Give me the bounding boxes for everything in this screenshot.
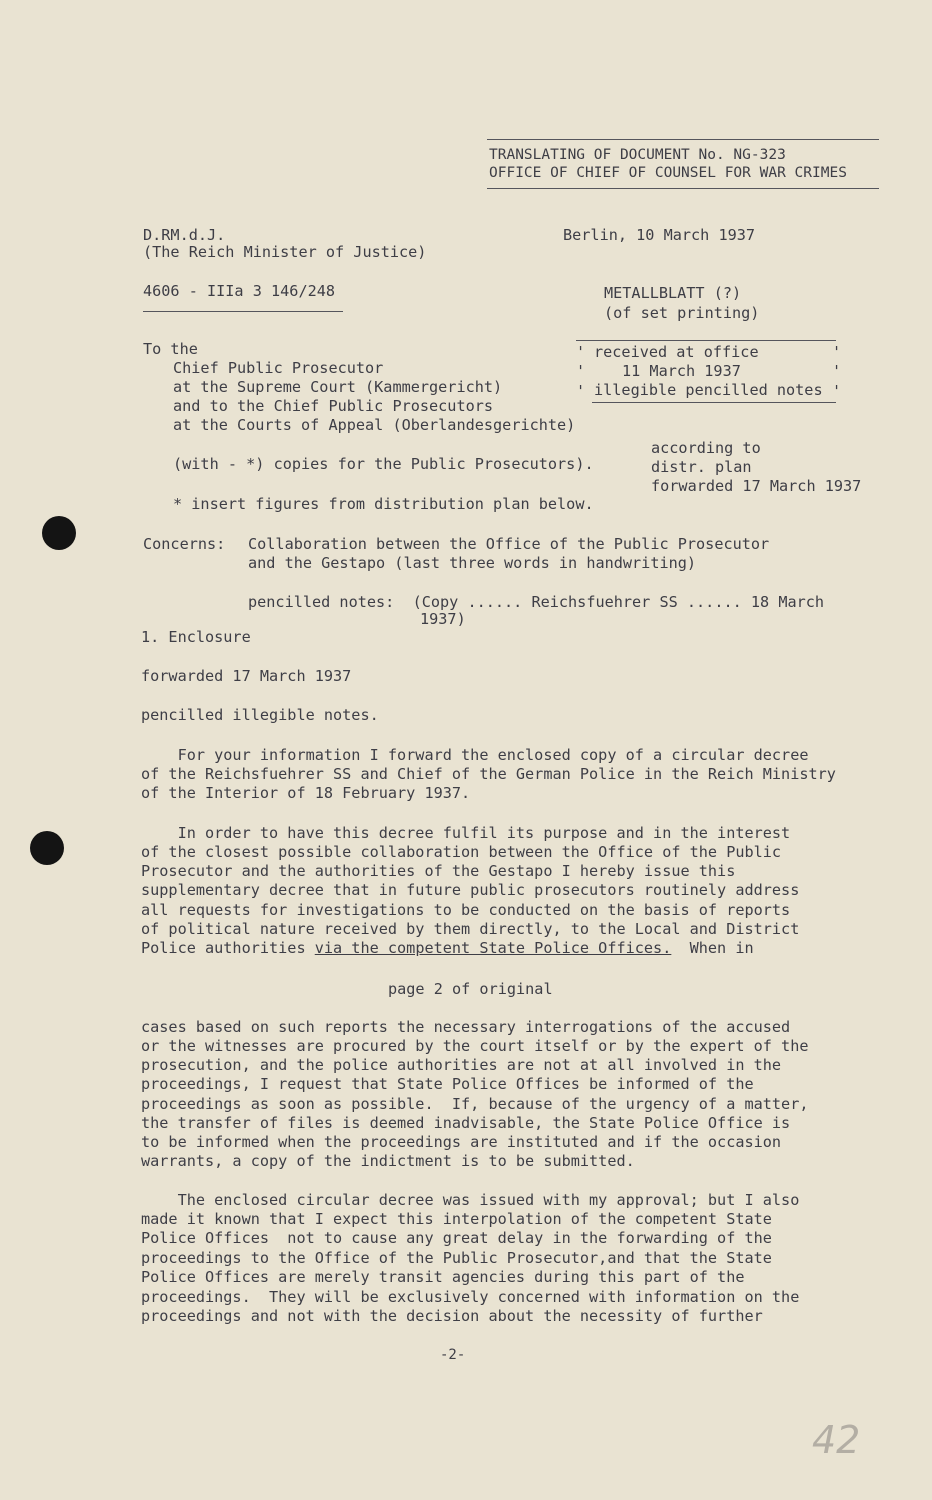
printing-line-1: METALLBLATT (?) bbox=[604, 284, 742, 302]
copies-note: (with - *) copies for the Public Prosecutors). bbox=[173, 455, 594, 473]
printing-line-2: (of set printing) bbox=[604, 304, 760, 322]
punch-hole-top bbox=[42, 516, 76, 550]
paragraph-4-line-7: proceedings and not with the decision about the necessity of further bbox=[141, 1307, 763, 1325]
paragraph-2-line-1: In order to have this decree fulfil its purpose and in the interest bbox=[141, 824, 791, 842]
paragraph-2-line-2: of the closest possible collaboration between the Office of the Public bbox=[141, 843, 782, 861]
sender-abbrev: D.RM.d.J. bbox=[143, 226, 226, 244]
paragraph-3-line-3: prosecution, and the police authorities are not at all involved in the bbox=[141, 1056, 782, 1074]
paragraph-2-text-before: Police authorities bbox=[141, 939, 315, 957]
received-notes: illegible pencilled notes bbox=[594, 381, 823, 399]
paragraph-3-line-7: to be informed when the proceedings are instituted and if the occasion bbox=[141, 1133, 782, 1151]
recipient-line-4: and to the Chief Public Prosecutors bbox=[173, 397, 494, 415]
received-line-1: received at office bbox=[594, 343, 759, 361]
distribution-line-1: according to bbox=[651, 439, 761, 457]
paragraph-3-line-8: warrants, a copy of the indictment is to be submitted. bbox=[141, 1152, 635, 1170]
paragraph-4-line-1: The enclosed circular decree was issued with my approval; but I also bbox=[141, 1191, 800, 1209]
pencilled-line-2: 1937) bbox=[420, 610, 466, 628]
place-date: Berlin, 10 March 1937 bbox=[563, 226, 756, 244]
file-reference: 4606 - IIIa 3 146/248 bbox=[143, 282, 336, 300]
received-box-top bbox=[576, 340, 836, 341]
insert-note: * insert figures from distribution plan below. bbox=[173, 495, 594, 513]
paragraph-2-line-5: all requests for investigations to be conducted on the basis of reports bbox=[141, 901, 791, 919]
paragraph-4-line-2: made it known that I expect this interpolation of the competent State bbox=[141, 1210, 772, 1228]
received-box-right-marks: ' ' ' bbox=[832, 343, 842, 400]
paragraph-1-line-3: of the Interior of 18 February 1937. bbox=[141, 784, 471, 802]
header-line-1: TRANSLATING OF DOCUMENT No. NG-323 bbox=[489, 147, 786, 163]
paragraph-4-line-4: proceedings to the Office of the Public Prosecutor,and that the State bbox=[141, 1249, 772, 1267]
sender-name: (The Reich Minister of Justice) bbox=[143, 243, 427, 261]
concerns-line-2: and the Gestapo (last three words in handwriting) bbox=[248, 554, 697, 572]
concerns-label: Concerns: bbox=[143, 535, 226, 553]
paragraph-1-line-2: of the Reichsfuehrer SS and Chief of the German Police in the Reich Ministry bbox=[141, 765, 836, 783]
header-line-2: OFFICE OF CHIEF OF COUNSEL FOR WAR CRIMES bbox=[489, 165, 847, 181]
header-rule-bottom bbox=[487, 188, 879, 189]
enclosure: 1. Enclosure bbox=[141, 628, 251, 646]
paragraph-2-line-7 bbox=[141, 939, 754, 958]
concerns-line-1: Collaboration between the Office of the Public Prosecutor bbox=[248, 535, 770, 553]
recipient-line-5: at the Courts of Appeal (Oberlandesgerichte) bbox=[173, 416, 576, 434]
illegible-notes: pencilled illegible notes. bbox=[141, 706, 379, 724]
paragraph-2-line-6: of political nature received by them directly, to the Local and District bbox=[141, 920, 800, 938]
forwarded-date: forwarded 17 March 1937 bbox=[141, 667, 352, 685]
paragraph-2-text-after: When in bbox=[671, 939, 754, 957]
punch-hole-bottom bbox=[30, 831, 64, 865]
recipient-line-2: Chief Public Prosecutor bbox=[173, 359, 384, 377]
pencil-page-mark: 42 bbox=[812, 1418, 861, 1462]
recipient-line-3: at the Supreme Court (Kammergericht) bbox=[173, 378, 503, 396]
received-box-bottom bbox=[592, 402, 836, 403]
received-box-left-marks: ' ' ' bbox=[576, 343, 586, 400]
paragraph-4-line-6: proceedings. They will be exclusively concerned with information on the bbox=[141, 1288, 800, 1306]
paragraph-3-line-5: proceedings as soon as possible. If, because of the urgency of a matter, bbox=[141, 1095, 809, 1113]
distribution-line-2: distr. plan bbox=[651, 458, 752, 476]
page-marker: page 2 of original bbox=[388, 980, 553, 998]
received-date: 11 March 1937 bbox=[622, 362, 741, 380]
underlined-phrase: via the competent State Police Offices. bbox=[314, 939, 672, 957]
paragraph-3-line-1: cases based on such reports the necessary interrogations of the accused bbox=[141, 1018, 791, 1036]
pencilled-line-1: pencilled notes: (Copy ...... Reichsfuehrer SS ...... 18 March bbox=[248, 593, 825, 611]
paragraph-1-line-1: For your information I forward the enclosed copy of a circular decree bbox=[141, 746, 809, 764]
paragraph-3-line-6: the transfer of files is deemed inadvisable, the State Police Office is bbox=[141, 1114, 791, 1132]
distribution-line-3: forwarded 17 March 1937 bbox=[651, 477, 862, 495]
paragraph-2-line-4: supplementary decree that in future public prosecutors routinely address bbox=[141, 881, 800, 899]
reference-rule bbox=[143, 311, 343, 312]
header-rule-top bbox=[487, 139, 879, 140]
paragraph-4-line-5: Police Offices are merely transit agencies during this part of the bbox=[141, 1268, 745, 1286]
paragraph-2-line-3: Prosecutor and the authorities of the Gestapo I hereby issue this bbox=[141, 862, 736, 880]
paragraph-3-line-4: proceedings, I request that State Police Offices be informed of the bbox=[141, 1075, 754, 1093]
page-number: -2- bbox=[440, 1347, 466, 1363]
recipient-line-1: To the bbox=[143, 340, 198, 358]
paragraph-4-line-3: Police Offices not to cause any great delay in the forwarding of the bbox=[141, 1229, 772, 1247]
paragraph-3-line-2: or the witnesses are procured by the court itself or by the expert of the bbox=[141, 1037, 809, 1055]
